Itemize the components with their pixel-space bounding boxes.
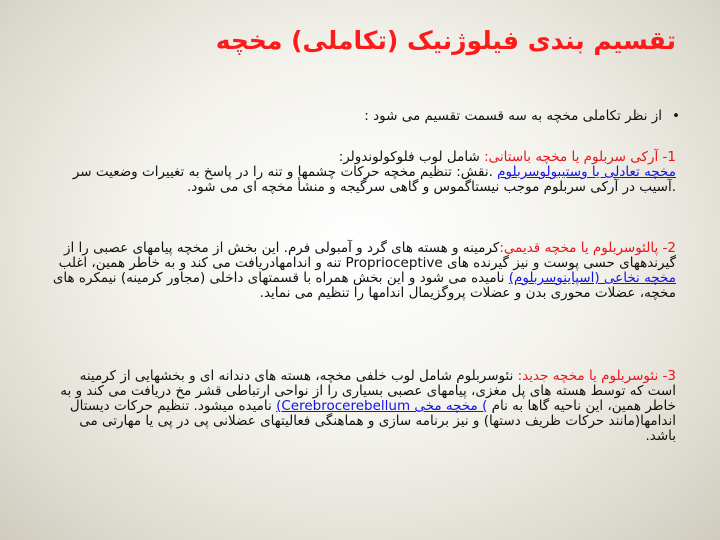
p1-body: .نقش: تنظیم مخچه حرکات چشمها و تنه را در پاسخ به تغییرات وضعیت سر .آسیب در آرکی سربلوم موجب نیستاگموس و گاهی سرگیجه و منشأ مخچه ای می شود. [72, 164, 676, 195]
intro-line [364, 108, 680, 124]
paragraph-neocerebellum [46, 369, 676, 444]
p2-link[interactable]: مخچه نخاعی (اسپاینوسربلوم) [508, 270, 676, 286]
intro-text: از نظر تکاملی مخچه به سه قسمت تقسیم می شود : [364, 108, 663, 124]
p3-body3: نامیده میشود. تنظیم حرکات دیستال اندامها(مانند حرکات ظریف دستها) و نیز برنامه سازی و هماهنگی فعالیتهای عضلانی پی در پی یا مهارتی می باشد. [69, 398, 676, 444]
bullet-icon: • [672, 108, 680, 124]
p1-heading: 1- آرکی سربلوم یا مخچه باستانی: [479, 149, 676, 165]
paragraph-archicerebellum [46, 150, 676, 195]
p1-link[interactable]: مخچه تعادلی یا وستیبولوسربلوم [497, 164, 676, 180]
p3-body2: است که توسط هسته های پل مغزی، پیامهای عصبی بسیاری را از نواحی ارتباطی قشر مخ دریافت می کند و به خاطر همین، این ناحیه گاها به نام [60, 383, 676, 414]
p3-heading: 3- نئوسربلوم یا مخچه جدید: [513, 368, 676, 384]
slide-title: تقسیم بندی فیلوژنیک (تکاملی) مخچه [215, 26, 676, 55]
paragraph-paleocerebellum [46, 241, 676, 301]
p3-link[interactable]: ) مخچه مخی Cerebrocerebellum) [276, 398, 488, 414]
p3-body1: نئوسربلوم شامل لوب خلفی مخچه، هسته های دندانه ای و بخشهایی از کرمینه [79, 368, 514, 384]
p2-heading: 2- پالئوسربلوم یا مخچه قدیمی: [499, 240, 676, 256]
p1-heading-rest: شامل لوب فلوکولوندولر: [338, 149, 480, 165]
p2-body2: نامیده می شود و این بخش همراه با قسمتهای داخلی (مجاور کرمینه) نیمکره های مخچه، عضلات محوری بدن و عضلات پروگزیمال اندامها را تنظیم می نماید. [52, 270, 676, 301]
p2-body1: کرمینه و هسته های گرد و آمبولی فرم. این بخش از مخچه پیامهای عصبی را از گیرندههای حسی پوست و نیز گیرنده های Proprioceptive تنه و اندامهادریافت می کند و به خاطر همین، اغلب [58, 240, 676, 271]
